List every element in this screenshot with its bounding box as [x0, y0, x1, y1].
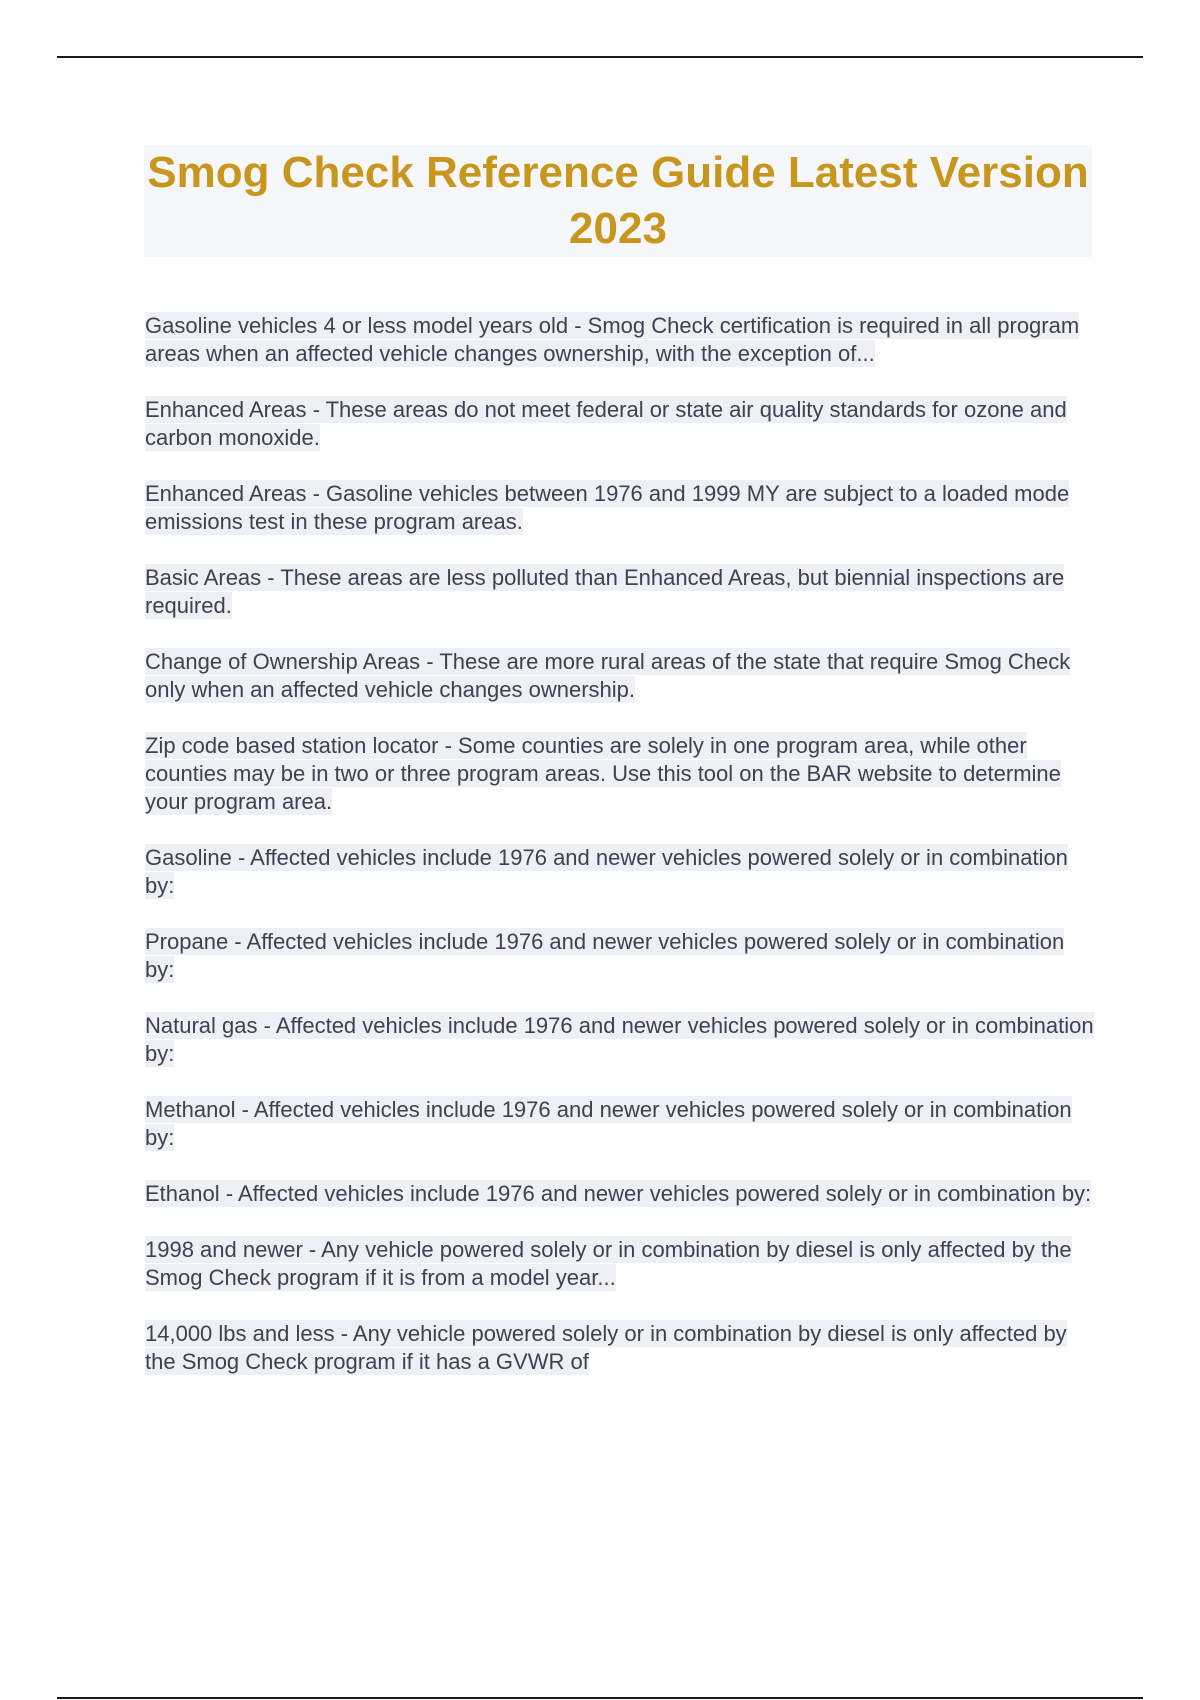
- entry-text: Zip code based station locator - Some counties are solely in one program area, while other counties may be in two or three program areas. Use this tool on the BAR website to determine your program area.: [145, 733, 1061, 814]
- entry-10: [145, 1096, 1095, 1152]
- title-box: [144, 145, 1092, 257]
- entry-text: Methanol - Affected vehicles include 1976 and newer vehicles powered solely or in combination by:: [145, 1097, 1072, 1150]
- entry-text: Natural gas - Affected vehicles include 1976 and newer vehicles powered solely or in combination by:: [145, 1013, 1094, 1066]
- entries-list: [145, 312, 1095, 1404]
- entry-text: Ethanol - Affected vehicles include 1976 and newer vehicles powered solely or in combination by:: [145, 1181, 1092, 1206]
- document-title: Smog Check Reference Guide Latest Version 2023: [147, 148, 1089, 253]
- entry-8: [145, 928, 1095, 984]
- entry-text: 14,000 lbs and less - Any vehicle powered solely or in combination by diesel is only affected by the Smog Check program if it has a GVWR of: [145, 1321, 1067, 1374]
- entry-9: [145, 1012, 1095, 1068]
- entry-text: Propane - Affected vehicles include 1976 and newer vehicles powered solely or in combination by:: [145, 929, 1065, 982]
- entry-12: [145, 1236, 1095, 1292]
- entry-1: [145, 312, 1095, 368]
- entry-2: [145, 396, 1095, 452]
- entry-text: Enhanced Areas - Gasoline vehicles between 1976 and 1999 MY are subject to a loaded mode emissions test in these program areas.: [145, 481, 1070, 534]
- entry-4: [145, 564, 1095, 620]
- entry-13: [145, 1320, 1095, 1376]
- top-rule: [57, 56, 1143, 58]
- entry-text: Basic Areas - These areas are less polluted than Enhanced Areas, but biennial inspections are required.: [145, 565, 1065, 618]
- entry-11: [145, 1180, 1095, 1208]
- entry-text: Enhanced Areas - These areas do not meet federal or state air quality standards for ozone and carbon monoxide.: [145, 397, 1067, 450]
- bottom-rule: [57, 1697, 1143, 1699]
- entry-6: [145, 732, 1095, 816]
- entry-3: [145, 480, 1095, 536]
- entry-7: [145, 844, 1095, 900]
- entry-5: [145, 648, 1095, 704]
- entry-text: 1998 and newer - Any vehicle powered solely or in combination by diesel is only affected by the Smog Check program if it is from a model year...: [145, 1237, 1072, 1290]
- entry-text: Gasoline vehicles 4 or less model years old - Smog Check certification is required in all program areas when an affected vehicle changes ownership, with the exception of...: [145, 313, 1080, 366]
- entry-text: Change of Ownership Areas - These are more rural areas of the state that require Smog Check only when an affected vehicle changes ownership.: [145, 649, 1071, 702]
- entry-text: Gasoline - Affected vehicles include 1976 and newer vehicles powered solely or in combination by:: [145, 845, 1068, 898]
